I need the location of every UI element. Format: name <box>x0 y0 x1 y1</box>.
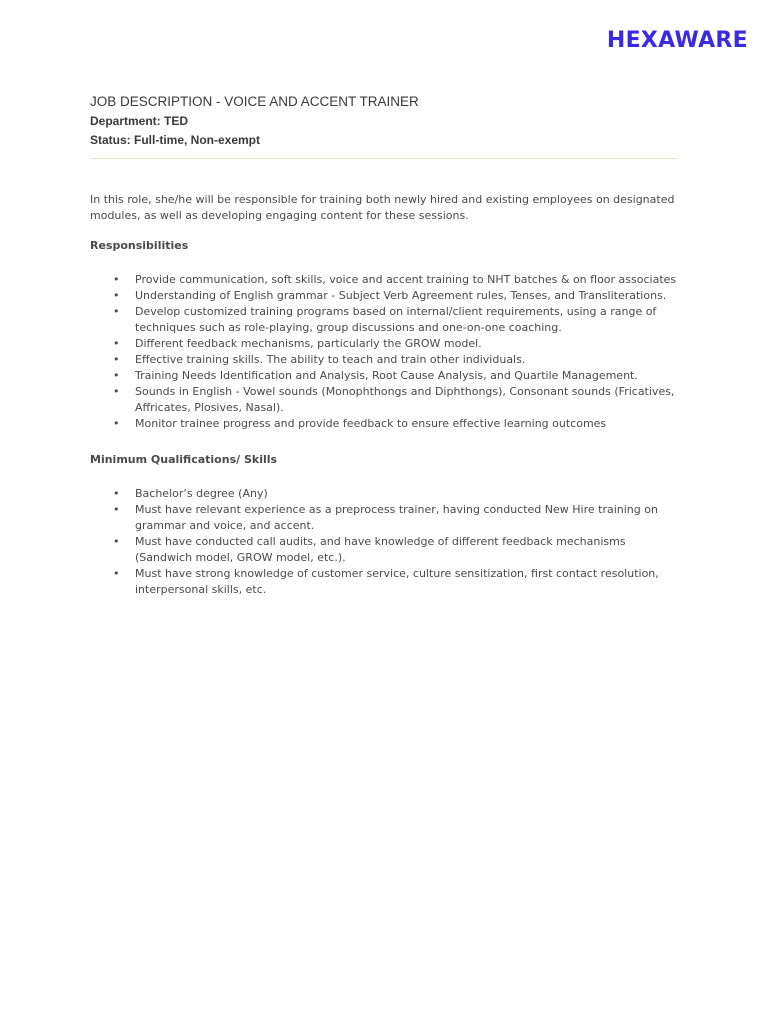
bullet-icon: • <box>113 289 120 302</box>
qualifications-heading: Minimum Qualifications/ Skills <box>90 453 278 466</box>
responsibilities-heading: Responsibilities <box>90 239 189 252</box>
bullet-icon: • <box>113 535 120 548</box>
list-item <box>90 416 680 432</box>
list-item-text: Different feedback mechanisms, particularly the GROW model. <box>135 337 482 350</box>
list-item <box>90 352 680 368</box>
bullet-icon: • <box>113 305 120 318</box>
status-line: Status: Full-time, Non-exempt <box>90 133 261 147</box>
list-item-text: Monitor trainee progress and provide feedback to ensure effective learning outcomes <box>135 417 607 430</box>
list-item <box>90 486 680 502</box>
bullet-icon: • <box>113 567 120 580</box>
list-item-text: Effective training skills. The ability to teach and train other individuals. <box>135 353 526 366</box>
list-item <box>90 336 680 352</box>
header-divider <box>90 158 678 159</box>
job-body <box>90 192 680 618</box>
bullet-icon: • <box>113 353 120 366</box>
list-item <box>90 502 680 534</box>
list-item-text: Training Needs Identification and Analysis, Root Cause Analysis, and Quartile Management. <box>135 369 638 382</box>
bullet-icon: • <box>113 369 120 382</box>
list-item-text: Must have conducted call audits, and have knowledge of different feedback mechanisms (Sandwich model, GROW model, etc.). <box>135 535 626 564</box>
list-item-text: Develop customized training programs based on internal/client requirements, using a range of techniques such as role-playing, group discussions and one-on-one coaching. <box>135 305 657 334</box>
bullet-icon: • <box>113 273 120 286</box>
list-item-text: Must have strong knowledge of customer service, culture sensitization, first contact resolution, interpersonal skills, etc. <box>135 567 659 596</box>
list-item <box>90 566 680 598</box>
bullet-icon: • <box>113 385 120 398</box>
list-item-text: Must have relevant experience as a preprocess trainer, having conducted New Hire training on grammar and voice, and accent. <box>135 503 658 532</box>
list-item <box>90 368 680 384</box>
qualifications-list <box>90 486 680 598</box>
list-item <box>90 534 680 566</box>
bullet-icon: • <box>113 503 120 516</box>
list-item <box>90 272 680 288</box>
bullet-icon: • <box>113 417 120 430</box>
job-title: JOB DESCRIPTION - VOICE AND ACCENT TRAINER <box>90 94 419 109</box>
job-header <box>90 94 678 152</box>
department-line: Department: TED <box>90 114 189 128</box>
bullet-icon: • <box>113 487 120 500</box>
list-item-text: Understanding of English grammar - Subject Verb Agreement rules, Tenses, and Transliterations. <box>135 289 667 302</box>
responsibilities-list <box>90 272 680 432</box>
intro-paragraph: In this role, she/he will be responsible for training both newly hired and existing employees on designated modules, as well as developing engaging content for these sessions. <box>90 193 675 222</box>
company-logo: HEXAWARE <box>606 28 748 53</box>
list-item-text: Provide communication, soft skills, voice and accent training to NHT batches & on floor associates <box>135 273 677 286</box>
list-item <box>90 304 680 336</box>
bullet-icon: • <box>113 337 120 350</box>
list-item-text: Sounds in English - Vowel sounds (Monophthongs and Diphthongs), Consonant sounds (Fricatives, Affricates, Plosives, Nasal). <box>135 385 675 414</box>
list-item <box>90 288 680 304</box>
list-item <box>90 384 680 416</box>
list-item-text: Bachelor’s degree (Any) <box>135 487 268 500</box>
